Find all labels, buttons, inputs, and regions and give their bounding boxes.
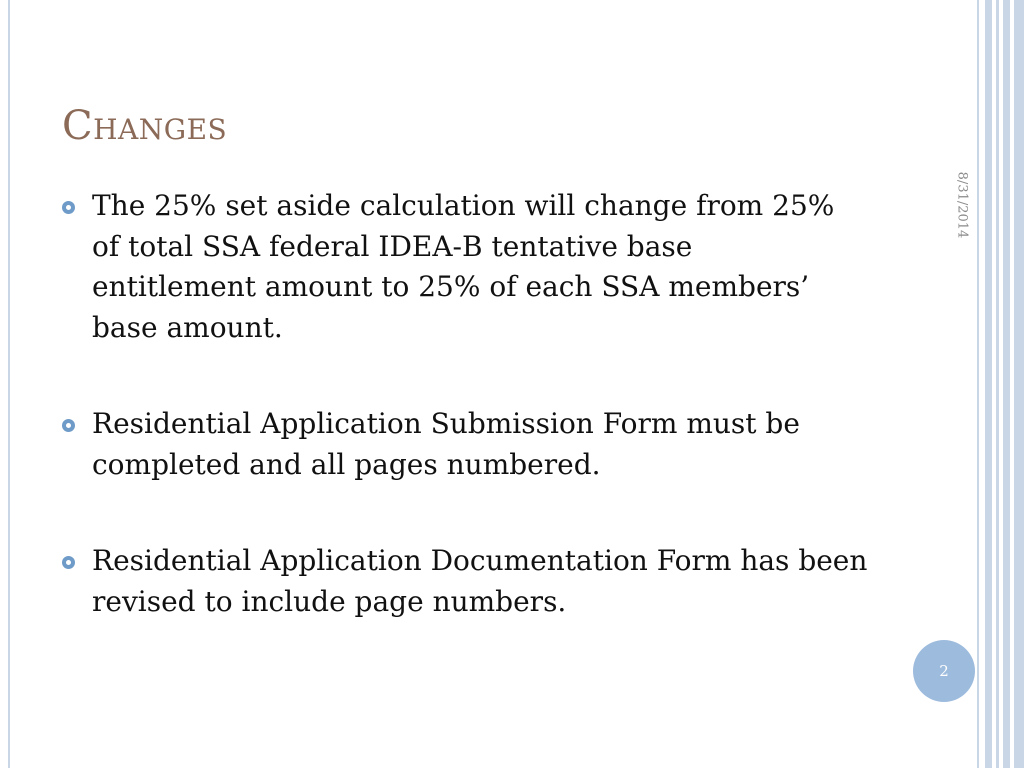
slide-title: Changes <box>62 103 228 149</box>
bullet-item <box>62 404 852 485</box>
bullet-circle-icon <box>62 556 75 569</box>
bullet-text: Residential Application Submission Form must be completed and all pages numbered. <box>92 407 800 481</box>
decorative-stripe <box>985 0 992 768</box>
decorative-stripe <box>1003 0 1010 768</box>
decorative-stripe <box>1014 0 1024 768</box>
page-number: 2 <box>939 662 949 680</box>
bullet-text: The 25% set aside calculation will change from 25% of total SSA federal IDEA-B tentative base entitlement amount to 25% of each SSA members’ base amount. <box>92 189 835 344</box>
left-border-line <box>8 0 10 768</box>
bullet-item <box>62 186 852 348</box>
bullet-list <box>62 186 892 678</box>
decorative-stripe <box>977 0 979 768</box>
page-number-badge <box>913 640 975 702</box>
bullet-text: Residential Application Documentation Form has been revised to include page numbers. <box>92 544 868 618</box>
decorative-stripe <box>996 0 999 768</box>
bullet-circle-icon <box>62 419 75 432</box>
bullet-circle-icon <box>62 201 75 214</box>
bullet-item <box>62 541 892 622</box>
slide-date: 8/31/2014 <box>954 171 970 239</box>
